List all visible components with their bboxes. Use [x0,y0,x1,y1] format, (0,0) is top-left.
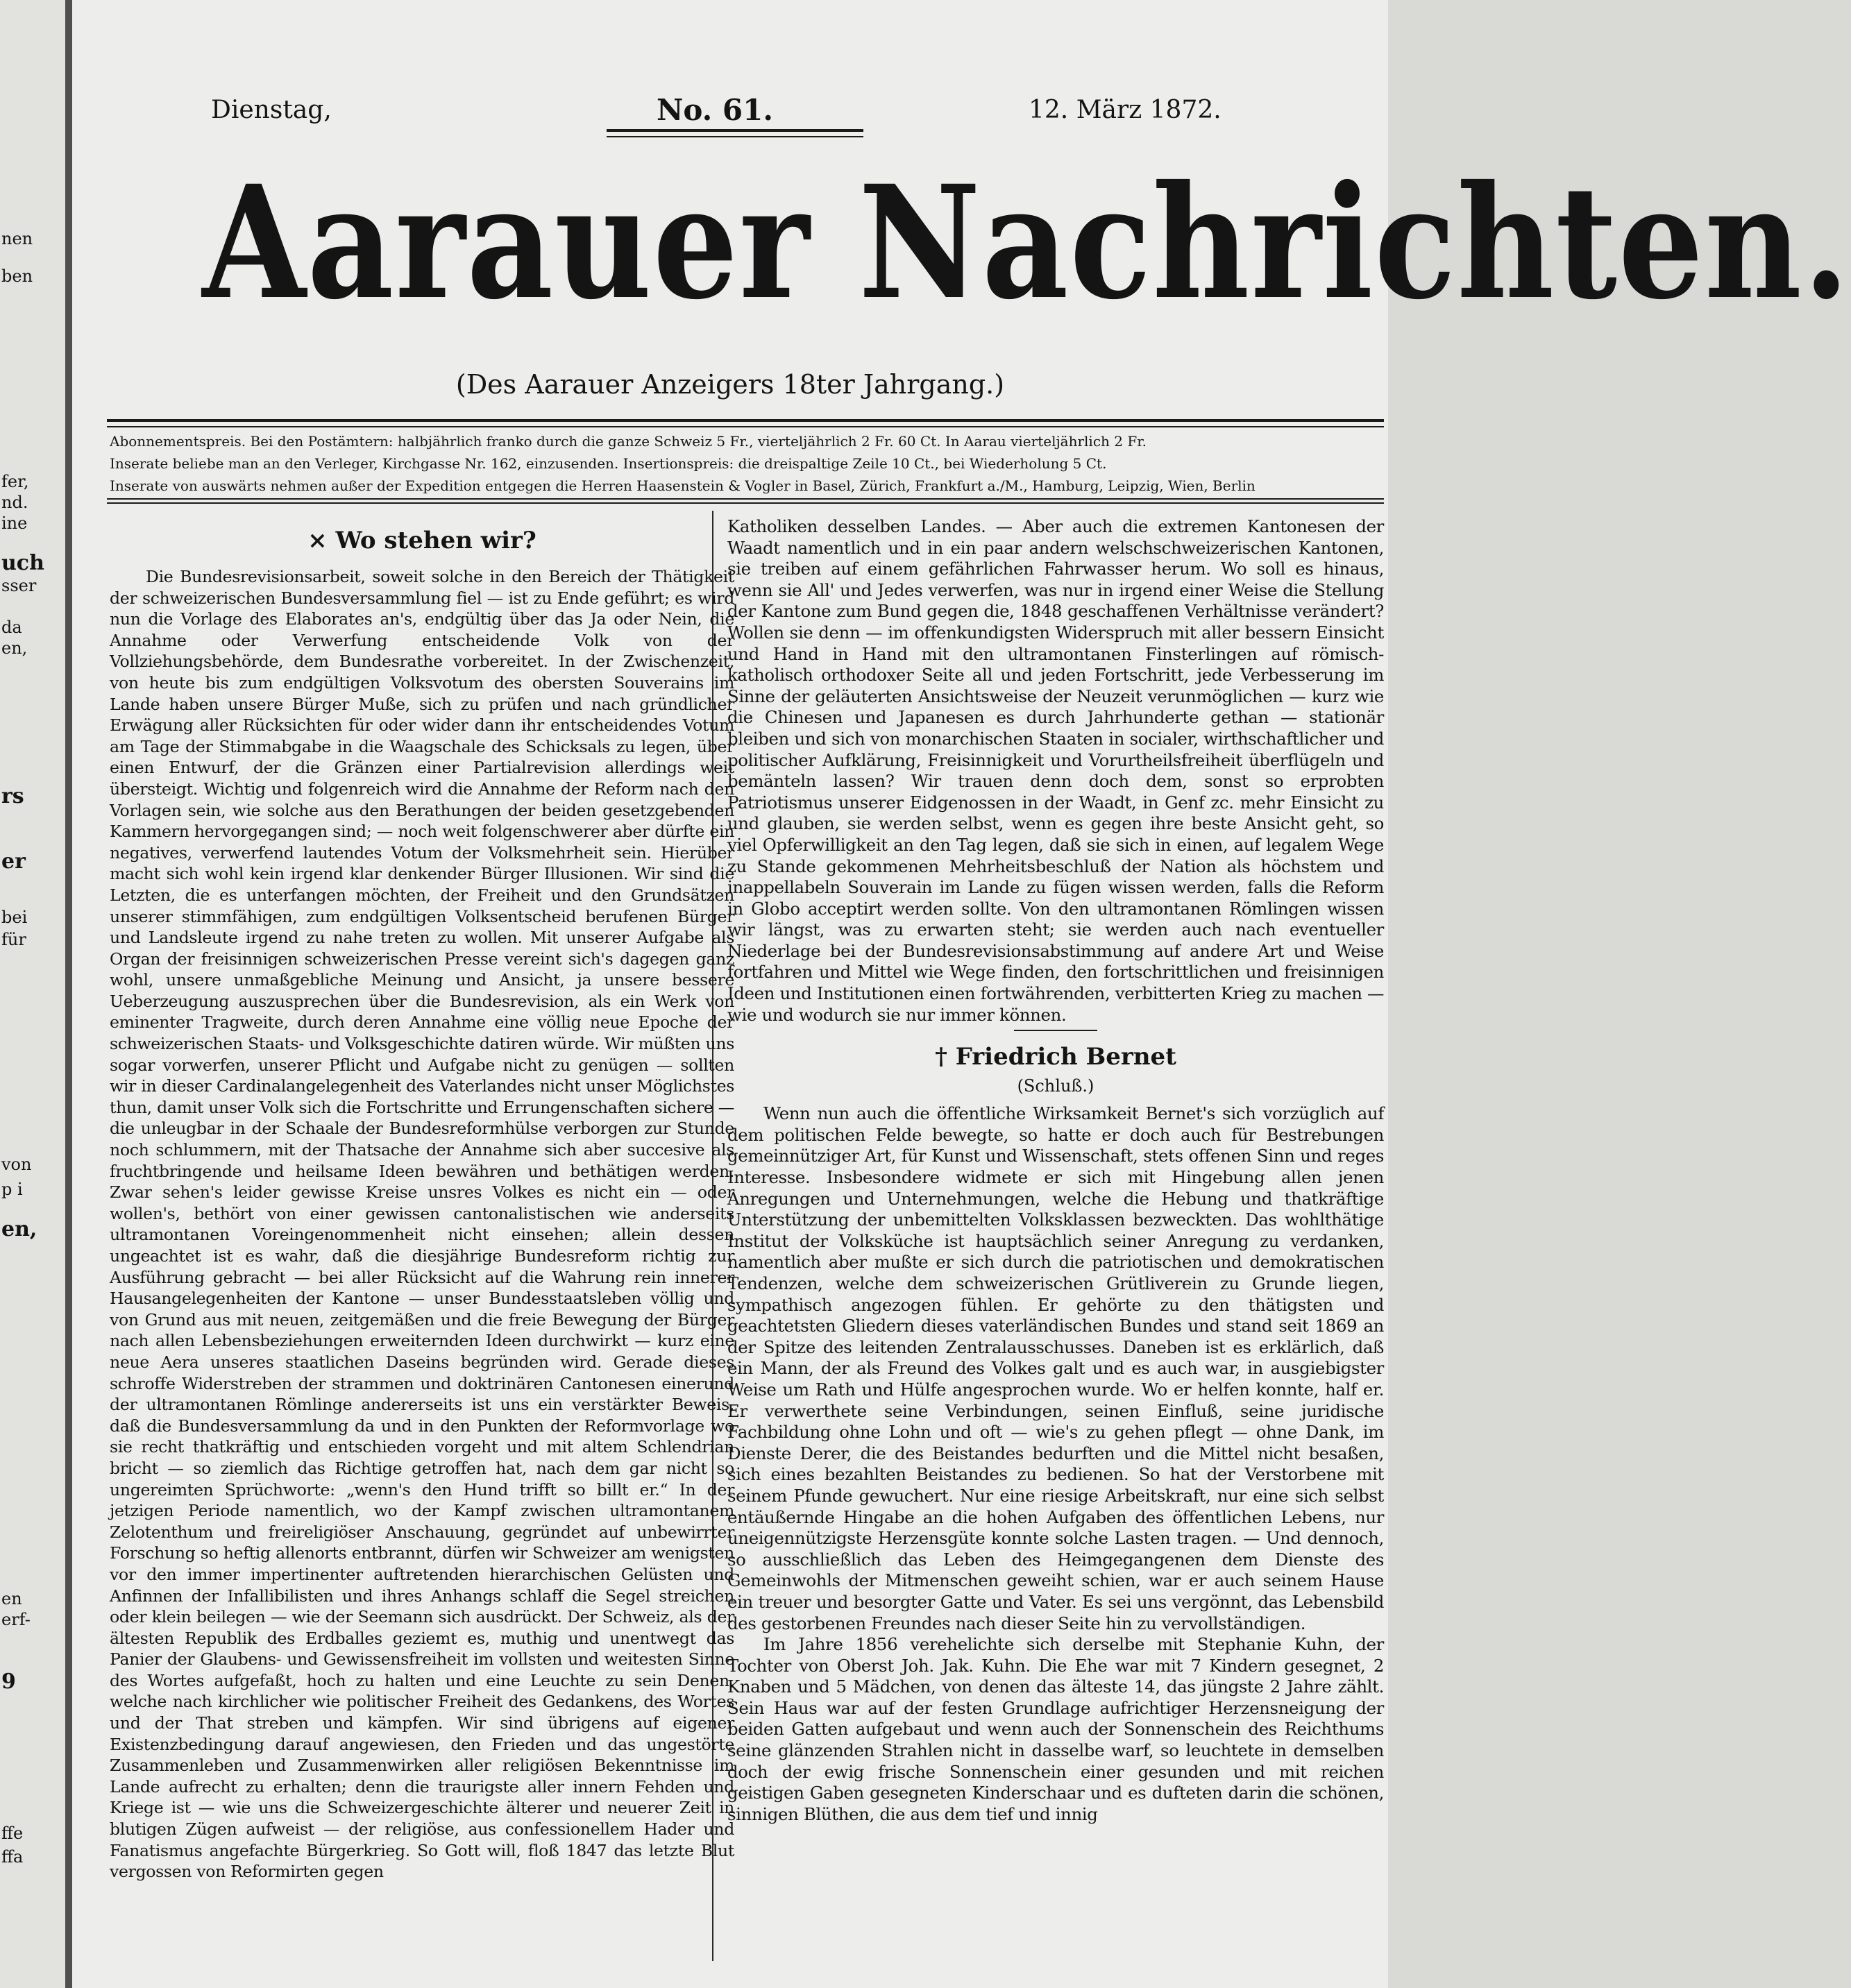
masthead-title: Aarauer Nachrichten. [202,151,1851,334]
column-right [727,516,1384,1825]
margin-fragment: ine [1,513,28,533]
subscription-line: Abonnementspreis. Bei den Postämtern: halbjährlich franko durch die ganze Schweiz 5 Fr., vierteljährlich 2 Fr. 60 Ct. In Aarau vierteljährlich 2 Fr. [110,433,1147,450]
issue-rule-thin [607,136,863,137]
obituary-paragraph: Im Jahre 1856 verehelichte sich derselbe mit Stephanie Kuhn, der Tochter von Oberst Joh. Jak. Kuhn. Die Ehe war mit 7 Kindern gesegnet, 2 Knaben und 5 Mädchen, von denen das älteste 14, das jüngste 2 Jahre zählt. Sein Haus war auf der festen Grundlage aufrichtiger Herzensneigung der beiden Gatten aufgebaut und wenn auch der Sonnenschein des Reichthums seine glänzenden Strahlen nicht in dasselbe warf, so leuchtete in demselben doch der ewig frische Sonnenschein einer gesunden und mit reichen geistigen Gaben gesegneten Kinderschaar und es dufteten darin die schönen, sinnigen Blüthen, die aus dem tief und innig [727,1634,1384,1824]
article-paragraph-continued: Katholiken desselben Landes. — Aber auch die extremen Kantonesen der Waadt namentlich und in ein paar andern welschschweizerischen Kantonen, sie treiben auf einem gefährlichen Fahrwasser herum. Wo soll es hinaus, wenn sie All' und Jedes verwerfen, was nur in irgend einer Weise die Stellung der Kantone zum Bund gegen die, 1848 geschaffenen Verhältnisse verändert? Wollen sie denn — im offenkundigsten Widerspruch mit aller bessern Einsicht und Hand in Hand mit den ultramontanen Finsterlingen auf römisch-katholisch orthodoxer Seite all und jeden Fortschritt, jede Verbesserung im Sinne der geläuterten Ansichtsweise der Neuzeit verunmöglichen — kurz wie die Chinesen und Japanesen es durch Jahrhunderte gethan — stationär bleiben und sich von monarchischen Staaten in socialer, wirthschaftlicher und politischer Aufklärung, Freisinnigkeit und Vorurtheilsfreiheit überflügeln und bemänteln lassen? Wir trauen denn doch dem, sonst so erprobten Patriotismus unserer Eidgenossen in der Waadt, in Genf zc. mehr Einsicht zu und glauben, sie werden selbst, wenn es gegen ihre beste Ansicht geht, so viel Opferwilligkeit an den Tag legen, daß sie sich in einen, auf legalem Wege zu Stande gekommenen Mehrheitsbeschluß der Nation als höchstem und inappellabeln Souverain im Lande zu fügen wissen werden, falls die Reform in Globo acceptirt werden sollte. Von den ultramontanen Römlingen wissen wir längst, was zu erwarten steht; sie werden auch nach eventueller Niederlage bei der Bundesrevisionsabstimmung auf andere Art und Weise fortfahren und Mittel wie Wege finden, den fortschrittlichen und freisinnigen Ideen und Institutionen einen fortwährenden, verbitterten Krieg zu machen — wie und wodurch sie nur immer können. [727,516,1384,1025]
margin-fragment: ben [1,266,33,286]
column-left [110,516,734,1883]
margin-fragment: fer, [1,472,29,491]
article-separator [1014,1030,1097,1031]
section-rule-thin [107,502,1384,504]
obituary-subtitle: (Schluß.) [1017,1076,1094,1096]
masthead-rule-thin [107,426,1384,427]
margin-fragment: 9 [1,1670,16,1694]
newspaper-page [72,0,1851,1988]
obituary-paragraph: Wenn nun auch die öffentliche Wirksamkeit Bernet's sich vorzüglich auf dem politischen Felde bewegte, so hatte er doch auch für Bestrebungen gemeinnütziger Art, für Kunst und Wissenschaft, stets offenen Sinn und reges Interesse. Insbesondere widmete er sich mit Hingebung allen jenen Anregungen und Unternehmungen, welche die Hebung und thatkräftige Unterstützung der unbemittelten Volksklassen bezweckten. Das wohlthätige Institut der Volksküche ist hauptsächlich seiner Anregung zu verdanken, namentlich aber mußte er sich durch die patriotischen und demokratischen Tendenzen, welche dem schweizerischen Grütliverein zu Grunde liegen, sympathisch angezogen fühlen. Er gehörte zu den thätigsten und geachtetsten Gliedern dieses vaterländischen Bundes und stand seit 1869 an der Spitze des leitenden Zentralausschusses. Daneben ist es erklärlich, daß ein Mann, der als Freund des Volkes galt und es auch war, in ausgiebigster Weise um Rath und Hülfe angesprochen wurde. Wo er helfen konnte, half er. Er verwerthete seine Verbindungen, seinen Einfluß, seine juridische Fachbildung ohne Lohn und oft — wie's zu gehen pflegt — ohne Dank, im Dienste Derer, die des Beistandes bedurften und die Mittel nicht besaßen, sich eines bezahlten Beistandes zu bedienen. So hat der Verstorbene mit seinem Pfunde gewuchert. Nur eine riesige Arbeitskraft, nur eine sich selbst entäußernde Hingabe an die hohen Aufgaben des öffentlichen Lebens, nur uneigennützigste Herzensgüte konnte solche Lasten tragen. — Und dennoch, so ausschließlich das Leben des Heimgegangenen dem Dienste des Gemeinwohls der Mitmenschen geweiht schien, war er auch seinem Hause ein treuer und besorgter Gatte und Vater. Es sei uns vergönnt, das Lebensbild des gestorbenen Freundes nach dieser Seite hin zu vervollständigen. [727,1103,1384,1633]
margin-fragment: erf- [1,1610,31,1629]
obituary-title: † Friedrich Bernet [935,1043,1176,1071]
margin-fragment: uch [1,551,44,575]
issue-number: No. 61. [657,93,773,127]
margin-fragment: ffa [1,1847,24,1867]
subscription-info [110,430,1384,497]
article-paragraph: Die Bundesrevisionsarbeit, soweit solche in den Bereich der Thätigkeit der schweizerischen Bundesversammlung fiel — ist zu Ende geführt; es wird nun die Vorlage des Elaborates an's, endgültig über das Ja oder Nein, die Annahme oder Verwerfung entscheidende Volk von der Vollziehungsbehörde, dem Bundesrathe vorbereitet. In der Zwischenzeit, von heute bis zum endgültigen Volksvotum des obersten Souverains im Lande haben unsere Bürger Muße, sich zu prüfen und nach gründlicher Erwägung aller Rücksichten für oder wider dann ihr entscheidendes Votum am Tage der Stimmabgabe in die Waagschale des Schicksals zu legen, über einen Entwurf, der die Gränzen einer Partialrevision allerdings weit übersteigt. Wichtig und folgenreich wird die Annahme der Reform nach den Vorlagen sein, wie solche aus den Berathungen der beiden gesetzgebenden Kammern hervorgegangen sind; — noch weit folgenschwerer aber dürfte ein negatives, verwerfend lautendes Votum der Volksmehrheit sein. Hierüber macht sich wohl kein irgend klar denkender Bürger Illusionen. Wir sind die Letzten, die es unterfangen möchten, der Freiheit und den Grundsätzen unserer stimmfähigen, zum endgültigen Volksentscheid berufenen Bürger und Landsleute irgend zu nahe treten zu wollen. Mit unserer Aufgabe als Organ der freisinnigen schweizerischen Presse vereint sich's dagegen ganz wohl, unsere unmaßgebliche Meinung und Ansicht, ja unsere bessere Ueberzeugung auszusprechen über die Bundesrevision, als ein Werk von eminenter Tragweite, durch deren Annahme eine völlig neue Epoche der schweizerischen Staats- und Volksgeschichte datiren würde. Wir müßten uns sogar vorwerfen, unserer Pflicht und Aufgabe nicht zu genügen — sollten wir in dieser Cardinalangelegenheit des Vaterlandes nicht unser Möglichstes thun, damit unser Volk sich die Fortschritte und Errungenschaften sichere — die unleugbar in der Schaale der Bundesreformhülse verborgen zur Stunde noch schlummern, mit der Thatsache der Annahme sich aber succesive als fruchtbringende und heilsame Ideen bewähren und bethätigen werden. Zwar sehen's leider gewisse Kreise unsres Volkes es nicht ein — oder wollen's, bethört von einer gewissen cantonalistischen wie anderseits ultramontanen Voreingenommenheit nicht einsehen; allein dessen ungeachtet ist es wahr, daß die diesjährige Bundesreform richtig zur Ausführung gebracht — bei aller Rücksicht auf die Wahrung rein innerer Hausangelegenheiten der Kantone — unser Bundesstaatsleben völlig und von Grund aus mit neuen, zeitgemäßen und die freie Bewegung der Bürger nach allen Lebensbeziehungen erweiternden Ideen durchwirkt — kurz eine neue Aera unseres staatlichen Daseins begründen wird. Gerade dieses schroffe Widerstreben der strammen und doktrinären Cantonesen einerund der ultramontanen Römlinge andererseits ist uns ein verstärkter Beweis, daß die Bundesversammlung da und in den Punkten der Reformvorlage wo sie recht thatkräftig und entschieden vorgeht und mit altem Schlendrian bricht — so ziemlich das Richtige getroffen hat, nach dem gar nicht so ungereimten Sprüchworte: „wenn's den Hund trifft so billt er.“ In der jetzigen Periode namentlich, wo der Kampf zwischen ultramontanem Zelotenthum und freireligiöser Anschauung, gegründet auf unbewirrter Forschung so heftig allenorts entbrannt, dürfen wir Schweizer am wenigsten vor den immer impertinenter auftretenden hierarchischen Gelüsten und Anfinnen der Infallibilisten und ihres Anhangs schlaff die Segel streichen oder klein beilegen — wie der Seemann sich ausdrückt. Der Schweiz, als der ältesten Republik des Erdballes geziemt es, muthig und unentwegt das Panier der Glaubens- und Gewissensfreiheit im vollsten und weitesten Sinne des Wortes aufgefaßt, hoch zu halten und eine Leuchte zu sein Denen, welche nach kirchlicher wie politischer Freiheit des Gedankens, des Wortes und der That streben und kämpfen. Wir sind übrigens auf eigener Existenzbedingung darauf angewiesen, den Frieden und das ungestörte Zusammenleben und Zusammenwirken aller religiösen Bekenntnisse im Lande aufrecht zu erhalten; denn die traurigste aller innern Fehden und Kriege ist — wie uns die Schweizergeschichte älterer und neuerer Zeit in blutigen Zügen aufweist — der religiöse, aus confessionellem Hader und Fanatismus angefachte Bürgerkrieg. So Gott will, floß 1847 das letzte Blut vergossen von Reformirten gegen [110,567,734,1882]
margin-fragment: en, [1,638,28,658]
margin-fragment: da [1,618,22,637]
margin-fragment: p i [1,1180,23,1199]
margin-fragment: er [1,849,26,874]
issue-rule [607,129,863,132]
masthead-subtitle: (Des Aarauer Anzeigers 18ter Jahrgang.) [455,369,1005,400]
issue-date: 12. März 1872. [1029,96,1222,124]
margin-fragment: en, [1,1217,37,1241]
subscription-line: Inserate beliebe man an den Verleger, Kirchgasse Nr. 162, einzusenden. Insertionspreis: die dreispaltige Zeile 10 Ct., bei Wiederholung 5 Ct. [110,455,1107,472]
margin-fragment: rs [1,784,24,808]
margin-fragment: von [1,1155,32,1174]
page-gutter-shadow [65,0,72,1988]
article-title: × Wo stehen wir? [307,527,536,554]
section-rule [107,498,1384,500]
margin-fragment: für [1,930,26,949]
masthead-rule [107,419,1384,422]
subscription-line: Inserate von auswärts nehmen außer der Expedition entgegen die Herren Haasenstein & Vogler in Basel, Zürich, Frankfurt a./M., Hamburg, Leipzig, Wien, Berlin [110,477,1256,494]
margin-fragment: en [1,1589,22,1608]
weekday: Dienstag, [211,96,332,124]
margin-fragment: ffe [1,1824,24,1843]
margin-fragment: nen [1,229,33,248]
margin-fragment: nd. [1,493,28,512]
adjacent-page-fragments [0,229,42,1964]
margin-fragment: bei [1,908,28,927]
margin-fragment: sser [1,576,37,595]
